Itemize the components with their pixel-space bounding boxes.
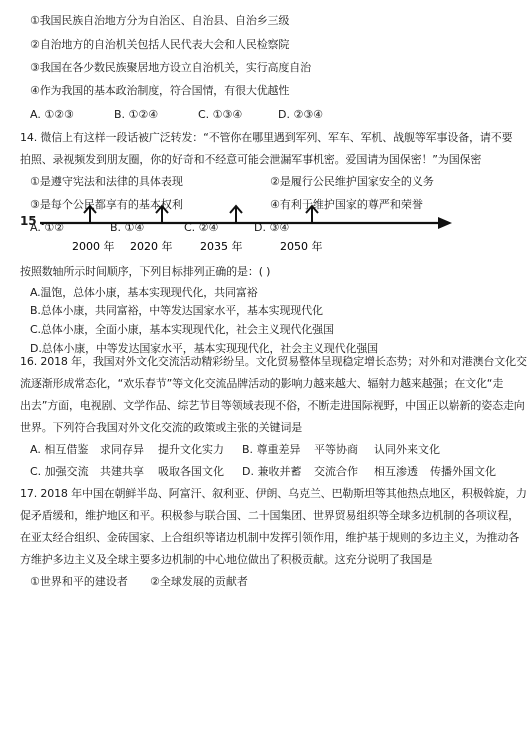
q14-stem-line-1: 14. 微信上有这样一段话被广泛转发：“不管你在哪里遇到军列、军车、军机、战舰等军事设备，请不要 bbox=[20, 131, 513, 144]
q14-statements-row-1 bbox=[30, 175, 500, 189]
q16-option-d-term-2: 交流合作 bbox=[314, 465, 358, 478]
q13-option-a[interactable]: A. ①②③ bbox=[30, 108, 74, 121]
q15-option-c[interactable]: C.总体小康，全面小康，基本实现现代化，社会主义现代化强国 bbox=[30, 323, 334, 336]
timeline-year-2000: 2000 年 bbox=[72, 240, 115, 253]
timeline-tick-2000 bbox=[84, 206, 96, 222]
q16-option-d-term-3: 相互渗透 bbox=[374, 465, 418, 478]
q13-statement-2: ②自治地方的自治机关包括人民代表大会和人民检察院 bbox=[30, 38, 290, 51]
q14-option-c[interactable]: C. ②④ bbox=[184, 221, 219, 234]
q16-option-a[interactable]: A. 相互借鉴 bbox=[30, 443, 89, 456]
timeline-year-2035: 2035 年 bbox=[200, 240, 243, 253]
q16-option-b-term-2: 平等协商 bbox=[314, 443, 358, 456]
q15-stem: 按照数轴所示时间顺序，下列目标排列正确的是：( ) bbox=[20, 265, 271, 278]
q13-option-c[interactable]: C. ①③④ bbox=[198, 108, 243, 121]
q14-option-b[interactable]: B. ①④ bbox=[110, 221, 145, 234]
q16-stem-line-2: 流逐渐形成常态化，“欢乐春节”等文化交流品牌活动的影响力越来越大、辐射力越来越强；在文化“走 bbox=[20, 377, 504, 390]
q17-stem-line-4: 方维护多边主义及全球主要多边机制的中心地位做出了积极贡献。这充分说明了我国是 bbox=[20, 553, 433, 566]
q17-stem-line-1: 17. 2018 年中国在朝鲜半岛、阿富汗、叙利亚、伊朗、乌克兰、巴勒斯坦等其他热点地区，积极斡旋，力 bbox=[20, 487, 527, 500]
q16-stem-line-1: 16. 2018 年，我国对外文化交流活动精彩纷呈。文化贸易整体呈现稳定增长态势；对外和对港澳台文化交 bbox=[20, 355, 527, 368]
q17-statement-2: ②全球发展的贡献者 bbox=[150, 575, 248, 588]
q15-number: 15 . bbox=[20, 214, 45, 228]
q15-option-a[interactable]: A.温饱，总体小康，基本实现现代化，共同富裕 bbox=[30, 286, 258, 299]
q14-statement-3: ③是每个公民都享有的基本权利 bbox=[30, 198, 183, 211]
q15-option-d[interactable]: D.总体小康，中等发达国家水平，基本实现现代化，社会主义现代化强国 bbox=[30, 342, 379, 355]
timeline-year-2020: 2020 年 bbox=[130, 240, 173, 253]
q15-option-b[interactable]: B.总体小康，共同富裕，中等发达国家水平，基本实现现代化 bbox=[30, 304, 323, 317]
q16-options-row-1 bbox=[30, 443, 500, 457]
q13-option-b[interactable]: B. ①②④ bbox=[114, 108, 159, 121]
timeline-tick-2035 bbox=[230, 206, 242, 222]
q14-option-d[interactable]: D. ③④ bbox=[254, 221, 290, 234]
q16-option-c-term-3: 吸取各国文化 bbox=[158, 465, 224, 478]
q16-stem-line-4: 世界。下列符合我国对外文化交流的政策或主张的关键词是 bbox=[20, 421, 303, 434]
q16-option-b[interactable]: B. 尊重差异 bbox=[242, 443, 301, 456]
timeline-year-2050: 2050 年 bbox=[280, 240, 323, 253]
q14-option-a[interactable]: A. ①② bbox=[30, 221, 65, 234]
q14-statement-1: ①是遵守宪法和法律的具体表现 bbox=[30, 175, 183, 188]
timeline-arrowhead bbox=[438, 217, 452, 229]
q16-option-c-term-2: 共建共享 bbox=[100, 465, 144, 478]
q14-statement-2: ②是履行公民维护国家安全的义务 bbox=[270, 175, 434, 188]
q17-statement-1: ①世界和平的建设者 bbox=[30, 575, 128, 588]
q13-statement-3: ③我国在各少数民族聚居地方设立自治机关，实行高度自治 bbox=[30, 61, 311, 74]
q17-stem-line-2: 促矛盾缓和，维护地区和平。积极参与联合国、二十国集团、世界贸易组织等全球多边机制的各项议程， bbox=[20, 509, 520, 522]
q13-statement-1: ①我国民族自治地方分为自治区、自治县、自治乡三级 bbox=[30, 14, 290, 27]
timeline-diagram bbox=[0, 200, 527, 260]
q16-option-d-term-4: 传播外国文化 bbox=[430, 465, 496, 478]
q16-options-row-2 bbox=[30, 465, 500, 479]
q13-option-d[interactable]: D. ②③④ bbox=[278, 108, 324, 121]
q13-statement-4: ④作为我国的基本政治制度，符合国情，有很大优越性 bbox=[30, 84, 290, 97]
q17-stem-line-3: 在亚太经合组织、金砖国家、上合组织等诸边机制中发挥引领作用，维护基于规则的多边主义，为推动各 bbox=[20, 531, 520, 544]
q14-stem-line-2: 拍照、录视频发到朋友圈，你的好奇和不经意可能会泄漏军事机密。爱国请为国保密！”为国保密 bbox=[20, 153, 482, 166]
timeline-tick-2050 bbox=[306, 206, 318, 222]
q17-statements-row-1 bbox=[30, 575, 500, 589]
q16-option-a-term-3: 提升文化实力 bbox=[158, 443, 224, 456]
q14-statement-4: ④有利于维护国家的尊严和荣誉 bbox=[270, 198, 423, 211]
q16-stem-line-3: 出去”方面，电视剧、文学作品、综艺节目等领域表现不俗，不断走进国际视野，中国正以崭新的姿态走向 bbox=[20, 399, 525, 412]
q16-option-c[interactable]: C. 加强交流 bbox=[30, 465, 89, 478]
q16-option-a-term-2: 求同存异 bbox=[100, 443, 144, 456]
timeline-tick-2020 bbox=[156, 206, 168, 222]
q16-option-b-term-3: 认同外来文化 bbox=[374, 443, 440, 456]
q16-option-d[interactable]: D. 兼收并蓄 bbox=[242, 465, 302, 478]
q13-options bbox=[30, 108, 500, 122]
